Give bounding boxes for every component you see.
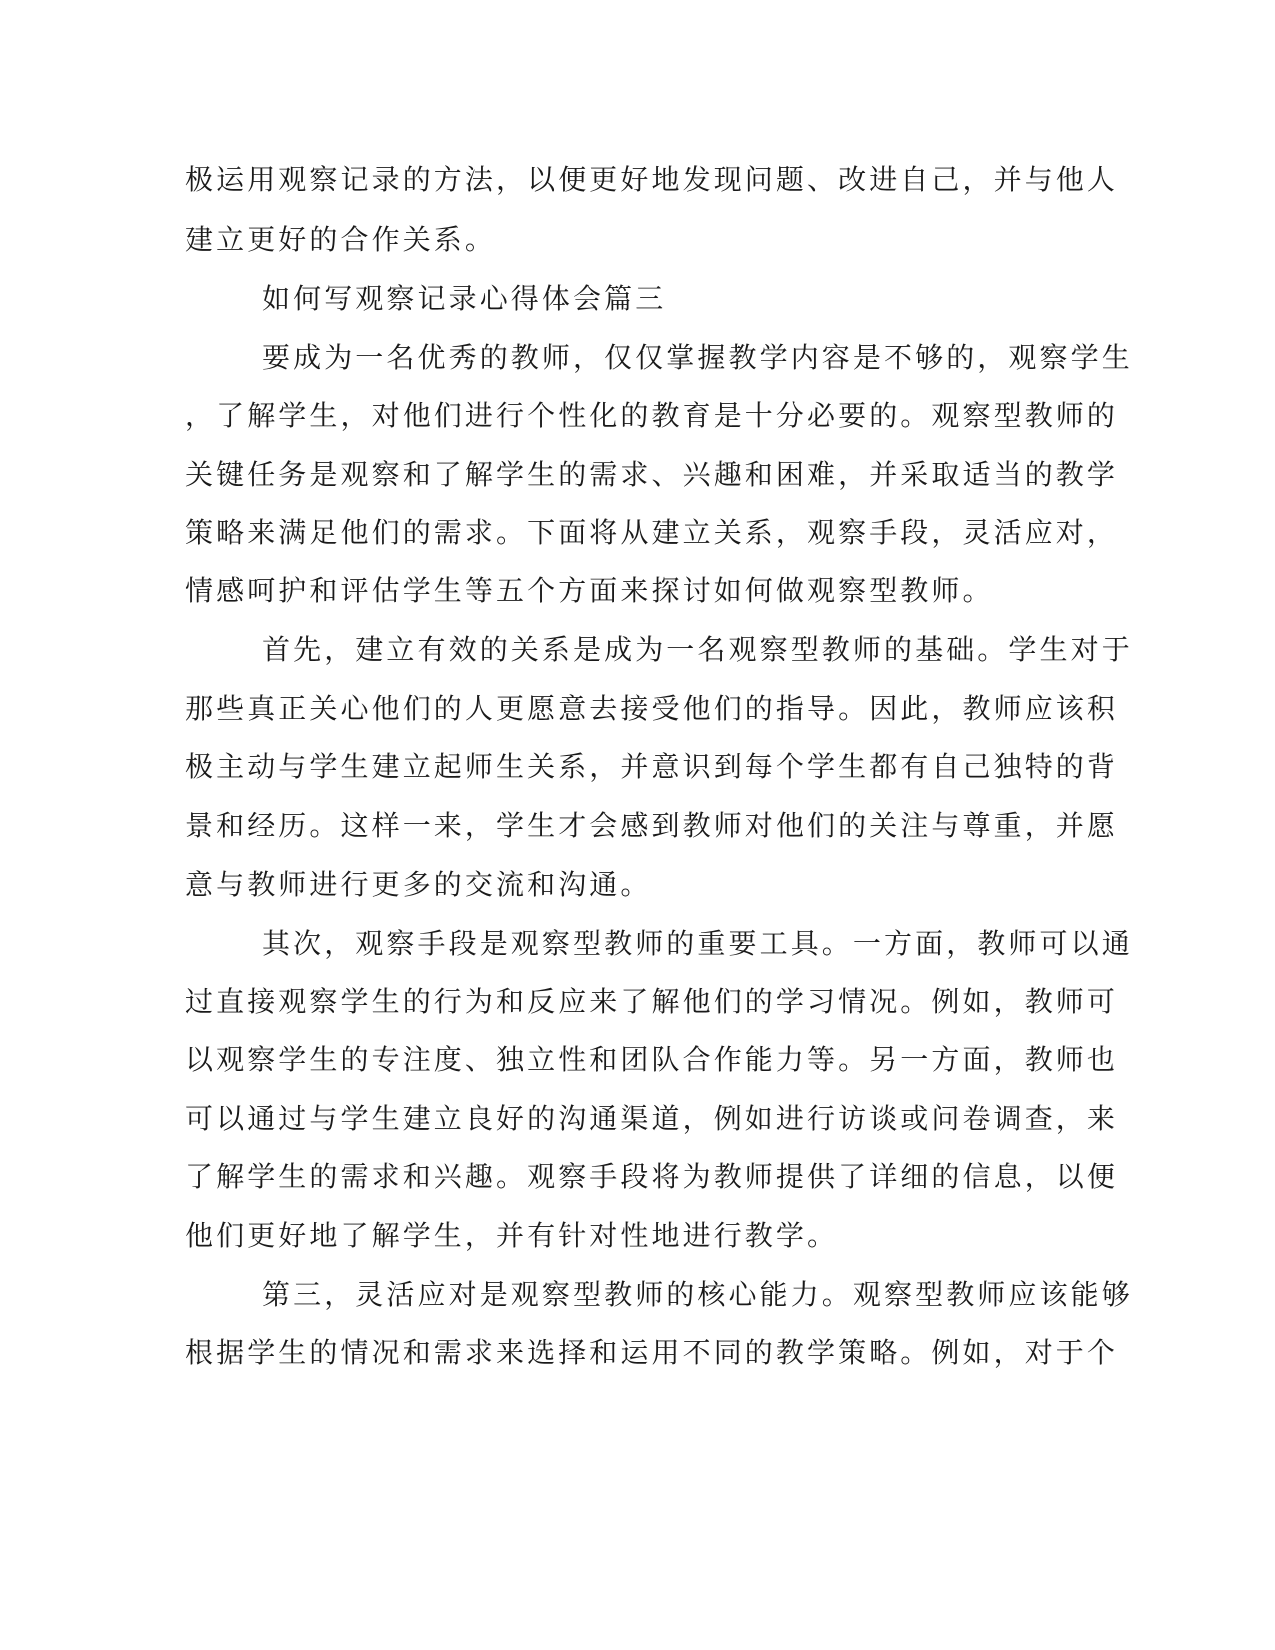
body-text-line: 建立更好的合作关系。	[185, 223, 497, 256]
body-text-line: 那些真正关心他们的人更愿意去接受他们的指导。因此，教师应该积	[185, 692, 1119, 725]
body-text-line: 策略来满足他们的需求。下面将从建立关系，观察手段，灵活应对，	[185, 516, 1119, 549]
body-text-line: 要成为一名优秀的教师，仅仅掌握教学内容是不够的，观察学生	[262, 341, 1133, 374]
body-text-line: 过直接观察学生的行为和反应来了解他们的学习情况。例如，教师可	[185, 985, 1119, 1018]
body-text-line: 极主动与学生建立起师生关系，并意识到每个学生都有自己独特的背	[185, 750, 1119, 783]
body-text-line: 极运用观察记录的方法，以便更好地发现问题、改进自己，并与他人	[185, 163, 1119, 196]
body-text-line: 了解学生的需求和兴趣。观察手段将为教师提供了详细的信息，以便	[185, 1160, 1119, 1193]
section-heading: 如何写观察记录心得体会篇三	[262, 282, 667, 315]
body-text-line: ，了解学生，对他们进行个性化的教育是十分必要的。观察型教师的	[185, 399, 1119, 432]
body-text-line: 情感呵护和评估学生等五个方面来探讨如何做观察型教师。	[185, 574, 994, 607]
body-text-line: 意与教师进行更多的交流和沟通。	[185, 868, 652, 901]
body-text-line: 可以通过与学生建立良好的沟通渠道，例如进行访谈或问卷调查，来	[185, 1102, 1119, 1135]
body-text-line: 景和经历。这样一来，学生才会感到教师对他们的关注与尊重，并愿	[185, 809, 1119, 842]
body-text-line: 他们更好地了解学生，并有针对性地进行教学。	[185, 1219, 839, 1252]
body-text-line: 根据学生的情况和需求来选择和运用不同的教学策略。例如，对于个	[185, 1336, 1119, 1369]
body-text-line: 第三，灵活应对是观察型教师的核心能力。观察型教师应该能够	[262, 1278, 1133, 1311]
body-text-line: 以观察学生的专注度、独立性和团队合作能力等。另一方面，教师也	[185, 1043, 1119, 1076]
body-text-line: 其次，观察手段是观察型教师的重要工具。一方面，教师可以通	[262, 927, 1133, 960]
body-text-line: 首先，建立有效的关系是成为一名观察型教师的基础。学生对于	[262, 633, 1133, 666]
body-text-line: 关键任务是观察和了解学生的需求、兴趣和困难，并采取适当的教学	[185, 458, 1119, 491]
